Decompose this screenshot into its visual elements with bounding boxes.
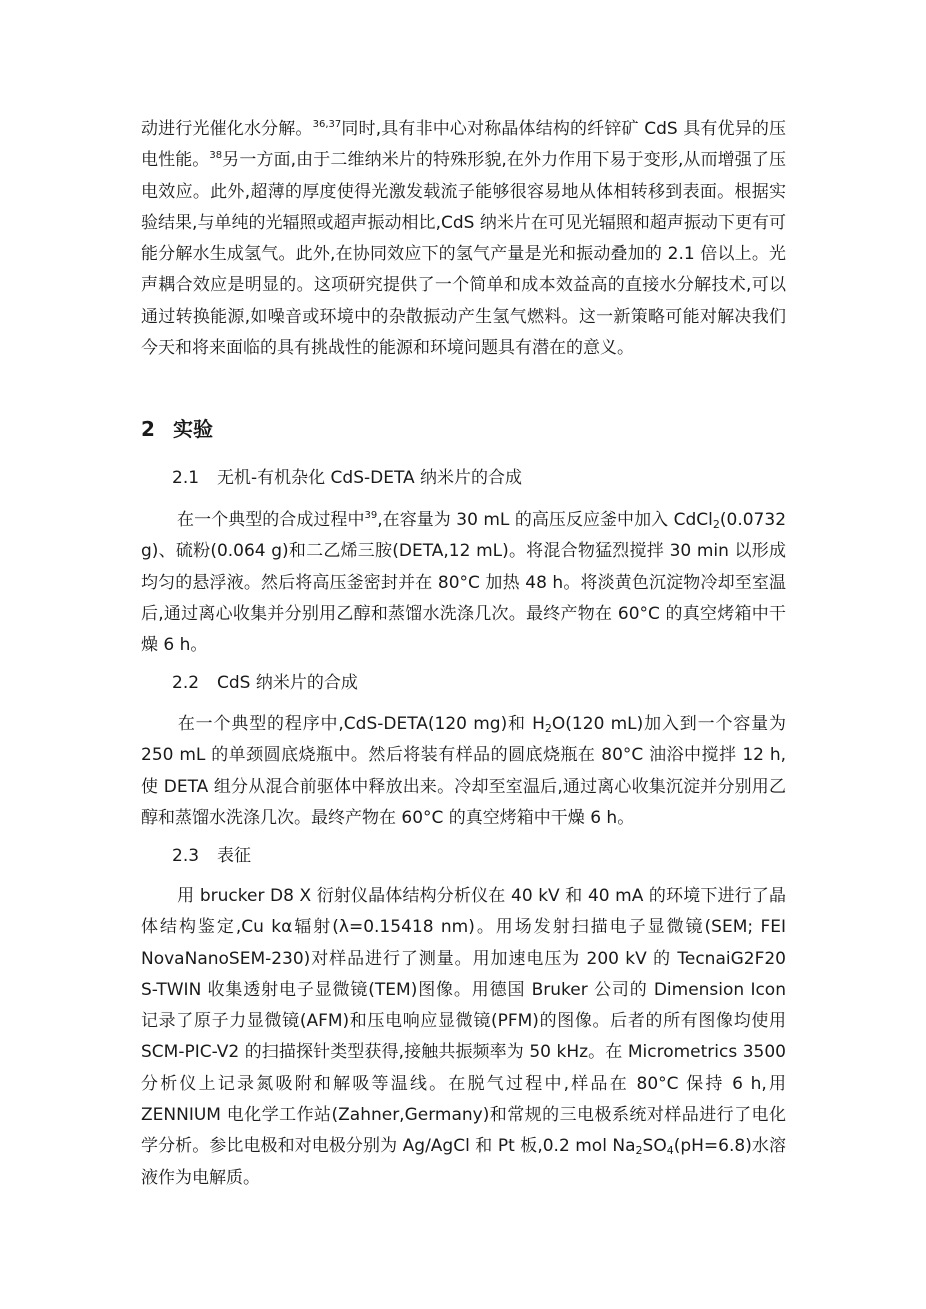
- subsection-number: 2.3: [172, 846, 200, 866]
- subsection-title: CdS 纳米片的合成: [217, 673, 358, 693]
- intro-text-a: 动进行光催化水分解。: [141, 119, 313, 139]
- paragraph-text: SO: [642, 1136, 667, 1157]
- paragraph-text: ,在容量为 30 mL 的高压反应釜中加入 CdCl: [377, 510, 713, 530]
- intro-paragraph: [141, 114, 786, 364]
- subsection-heading: [172, 841, 251, 866]
- citation: 39: [364, 510, 378, 521]
- paragraph-2-1: [141, 505, 786, 661]
- subscript: 2: [712, 518, 720, 531]
- section-heading: [141, 413, 213, 442]
- paragraph-2-3: [141, 881, 786, 1194]
- paragraph-text: (pH=6.8)水溶液作为电解质。: [141, 1136, 786, 1188]
- intro-text-b: 同时,具有非中心对称晶体结构的纤锌矿 CdS 具有优异的压电性能。: [141, 119, 787, 171]
- subsection-title: 无机-有机杂化 CdS-DETA 纳米片的合成: [217, 468, 523, 488]
- paragraph-text: (0.0732 g)、硫粉(0.064 g)和二乙烯三胺(DETA,12 mL)。将混合物猛烈搅拌 30 min 以形成均匀的悬浮液。然后将高压釜密封并在 80°C 加热 48 h。将淡黄色沉淀物冷却至室温后,通过离心收集并分别用乙醇和蒸馏水洗涤几次。最终产物在 60°C 的真空烤箱中干燥 6 h。: [141, 510, 787, 656]
- subsection-heading: [172, 463, 522, 488]
- intro-text-c: 另一方面,由于二维纳米片的特殊形貌,在外力作用下易于变形,从而增强了压电效应。此外,超薄的厚度使得光激发载流子能够很容易地从体相转移到表面。根据实验结果,与单纯的光辐照或超声振动相比,CdS 纳米片在可见光辐照和超声振动下更有可能分解水生成氢气。此外,在协同效应下的氢气产量是光和振动叠加的 2.1 倍以上。光声耦合效应是明显的。这项研究提供了一个简单和成本效益高的直接水分解技术,可以通过转换能源,如噪音或环境中的杂散振动产生氢气燃料。这一新策略可能对解决我们今天和将来面临的具有挑战性的能源和环境问题具有潜在的意义。: [141, 150, 786, 359]
- citation: 36,37: [312, 119, 342, 130]
- paragraph-text: O(120 mL)加入到一个容量为 250 mL 的单颈圆底烧瓶中。然后将装有样品的圆底烧瓶在 80°C 油浴中搅拌 12 h,使 DETA 组分从混合前驱体中释放出来。冷却至室温后,通过离心收集沉淀并分别用乙醇和蒸馏水洗涤几次。最终产物在 60°C 的真空烤箱中干燥 6 h。: [141, 714, 787, 828]
- subsection-number: 2.1: [172, 468, 200, 488]
- subsection-heading: [172, 668, 358, 693]
- paragraph-text: 用 brucker D8 X 衍射仪晶体结构分析仪在 40 kV 和 40 mA 的环境下进行了晶体结构鉴定,Cu kα辐射(λ=0.15418 nm)。用场发射扫描电子显微镜(SEM; FEI NovaNanoSEM-230)对样品进行了测量。用加速电压为 200 kV 的 TecnaiG2F20 S-TWIN 收集透射电子显微镜(TEM)图像。用德国 Bruker 公司的 Dimension Icon 记录了原子力显微镜(AFM)和压电响应显微镜(PFM)的图像。后者的所有图像均使用 SCM-PIC-V2 的扫描探针类型获得,接触共振频率为 50 kHz。在 Micrometrics 3500 分析仪上记录氮吸附和解吸等温线。在脱气过程中,样品在 80°C 保持 6 h,用 ZENNIUM 电化学工作站(Zahner,Germany)和常规的三电极系统对样品进行了电化学分析。参比电极和对电极分别为 Ag/AgCl 和 Pt 板,0.2 mol Na: [141, 886, 786, 1157]
- subscript: 2: [635, 1144, 643, 1158]
- section-title: 实验: [173, 417, 213, 441]
- subsection-number: 2.2: [172, 673, 200, 693]
- paragraph-2-2: [141, 709, 786, 834]
- citation: 38: [209, 150, 223, 162]
- section-number: 2: [141, 417, 155, 441]
- subsection-title: 表征: [217, 846, 251, 866]
- paragraph-text: 在一个典型的合成过程中: [177, 510, 365, 530]
- subscript: 2: [544, 722, 552, 735]
- subscript: 4: [666, 1144, 674, 1158]
- paragraph-text: 在一个典型的程序中,CdS-DETA(120 mg)和 H: [177, 714, 545, 734]
